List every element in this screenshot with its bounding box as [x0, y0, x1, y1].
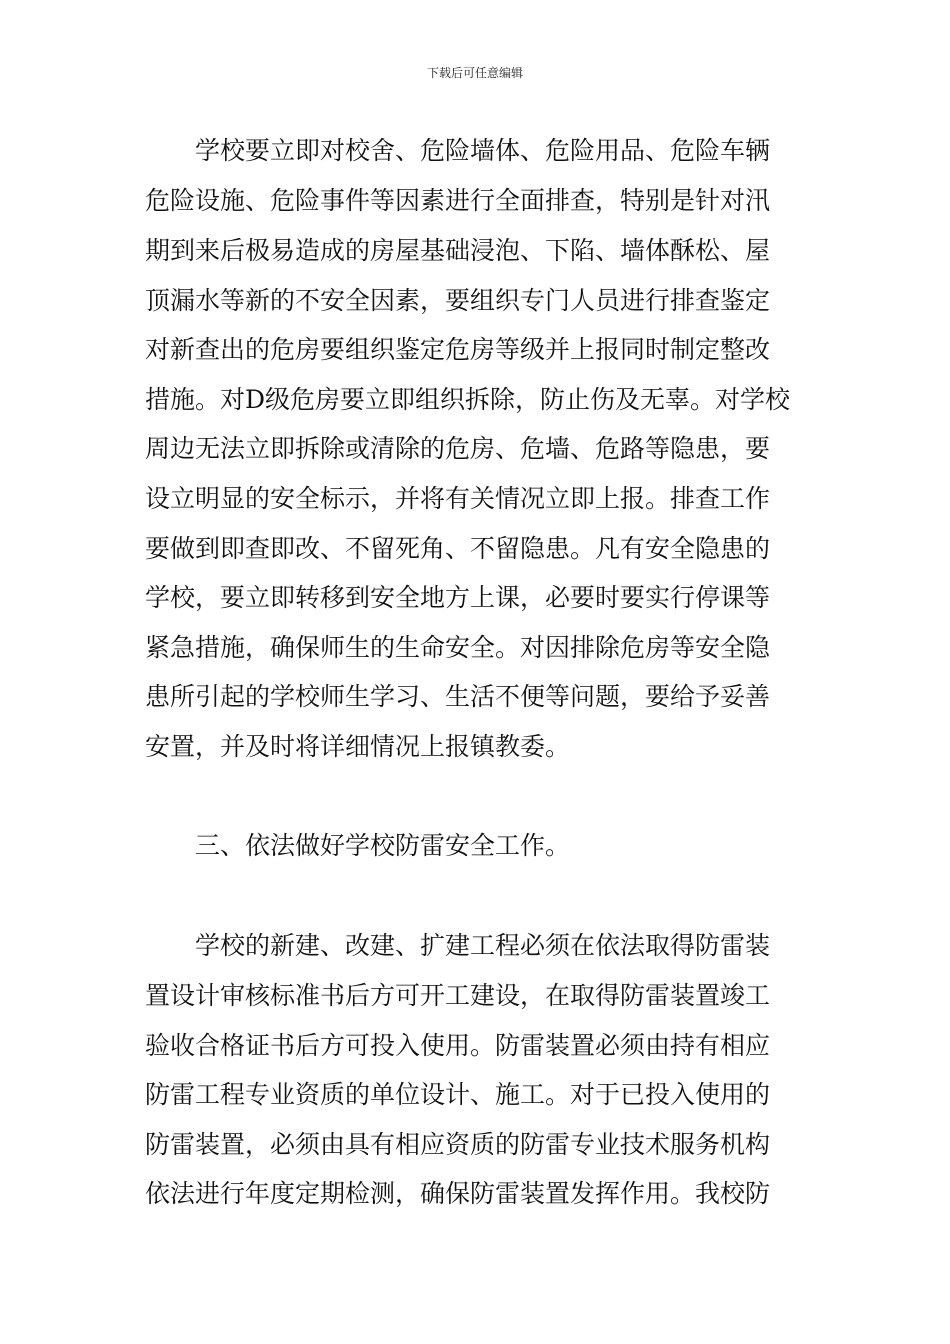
paragraph-1-line-4: 顶漏水等新的不安全因素，要组织专门人员进行排查鉴定 — [145, 286, 771, 315]
paragraph-2-line-2: 置设计审核标准书后方可开工建设，在取得防雷装置竣工 — [145, 981, 771, 1010]
page-header: 下载后可任意编辑 — [426, 66, 523, 80]
paragraph-1-line-2: 危险设施、危险事件等因素进行全面排查，特别是针对汛 — [145, 186, 771, 215]
section-heading: 三、依法做好学校防雷安全工作。 — [195, 831, 571, 860]
paragraph-1-line-12: 患所引起的学校师生学习、生活不便等问题，要给予妥善 — [145, 682, 771, 711]
paragraph-2-line-5: 防雷装置，必须由具有相应资质的防雷专业技术服务机构 — [145, 1130, 771, 1159]
paragraph-2-line-3: 验收合格证书后方可投入使用。防雷装置必须由持有相应 — [145, 1031, 771, 1060]
paragraph-1-line-5: 对新查出的危房要组织鉴定危房等级并上报同时制定整改 — [145, 335, 771, 364]
paragraph-2-line-4: 防雷工程专业资质的单位设计、施工。对于已投入使用的 — [145, 1080, 771, 1109]
paragraph-2-line-6: 依法进行年度定期检测，确保防雷装置发挥作用。我校防 — [145, 1179, 771, 1208]
paragraph-1-line-8: 设立明显的安全标示，并将有关情况立即上报。排查工作 — [145, 484, 771, 513]
paragraph-1-line-7: 周边无法立即拆除或清除的危房、危墙、危路等隐患，要 — [145, 434, 771, 463]
paragraph-1-line-1: 学校要立即对校舍、危险墙体、危险用品、危险车辆 — [195, 136, 771, 165]
paragraph-1-line-3: 期到来后极易造成的房屋基础浸泡、下陷、墙体酥松、屋 — [145, 236, 771, 265]
paragraph-1-line-13: 安置，并及时将详细情况上报镇教委。 — [145, 732, 571, 761]
paragraph-1-line-9: 要做到即查即改、不留死角、不留隐患。凡有安全隐患的 — [145, 534, 771, 563]
paragraph-2-line-1: 学校的新建、改建、扩建工程必须在依法取得防雷装 — [195, 931, 771, 960]
paragraph-1-line-6: 措施。对D级危房要立即组织拆除，防止伤及无辜。对学校 — [145, 385, 791, 414]
paragraph-1-line-11: 紧急措施，确保师生的生命安全。对因排除危房等安全隐 — [145, 633, 771, 662]
paragraph-1-line-10: 学校，要立即转移到安全地方上课，必要时要实行停课等 — [145, 583, 771, 612]
